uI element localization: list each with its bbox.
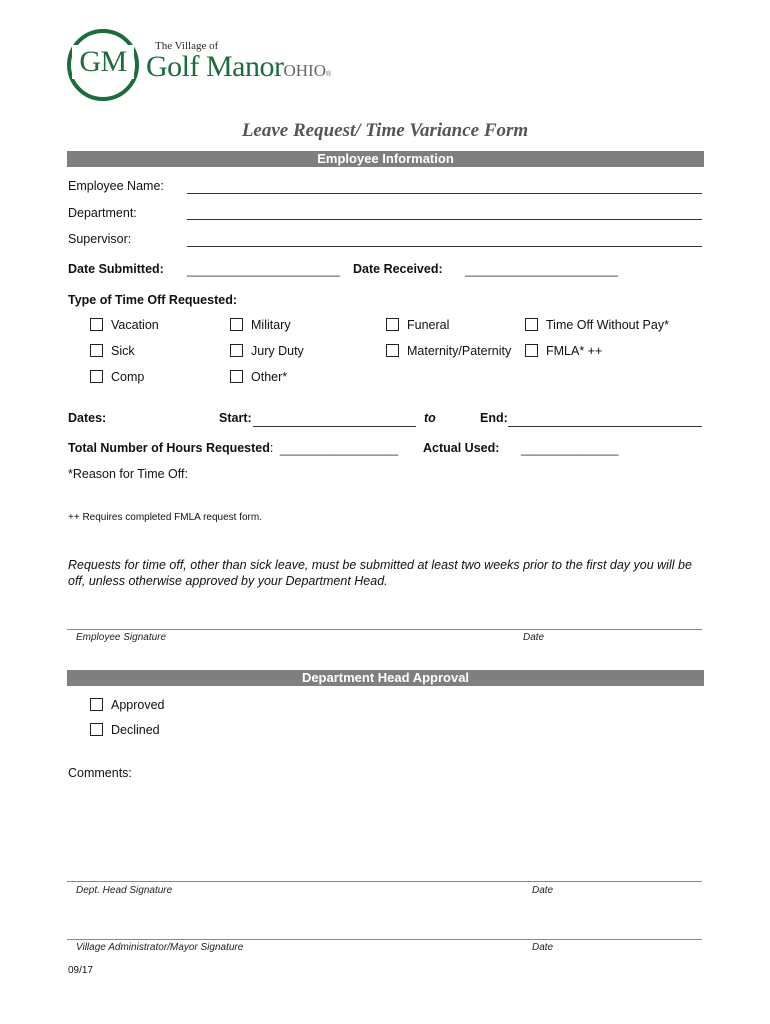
section-department-head-approval: Department Head Approval	[67, 670, 704, 686]
logo-wordmark	[146, 50, 331, 84]
section-employee-information: Employee Information	[67, 151, 704, 167]
option-military-label: Military	[251, 318, 291, 332]
option-vacation-label: Vacation	[111, 318, 159, 332]
employee-date-label: Date	[523, 632, 545, 643]
admin-signature-line[interactable]	[67, 939, 702, 940]
dept-head-signature-label: Dept. Head Signature	[76, 885, 173, 896]
checkbox-sick[interactable]	[90, 344, 103, 357]
department-label: Department:	[68, 206, 137, 220]
checkbox-time-off-without-pay[interactable]	[525, 318, 538, 331]
declined-label: Declined	[111, 723, 160, 737]
village-logo	[66, 28, 366, 104]
admin-signature-label: Village Administrator/Mayor Signature	[76, 942, 244, 953]
total-hours-field[interactable]: _________________	[280, 442, 399, 456]
employee-signature-line[interactable]	[67, 629, 702, 630]
fmla-note: ++ Requires completed FMLA request form.	[68, 512, 262, 523]
start-date-field[interactable]	[253, 426, 416, 427]
checkbox-approved[interactable]	[90, 698, 103, 711]
dates-label: Dates:	[68, 411, 107, 425]
option-funeral-label: Funeral	[407, 318, 450, 332]
date-submitted-label: Date Submitted:	[68, 262, 164, 276]
date-received-field[interactable]: ______________________	[465, 263, 618, 277]
option-comp-label: Comp	[111, 370, 145, 384]
reason-label: *Reason for Time Off:	[68, 467, 188, 481]
checkbox-comp[interactable]	[90, 370, 103, 383]
option-maternity-paternity-label: Maternity/Paternity	[407, 344, 512, 358]
logo-name: Golf Manor	[146, 50, 284, 83]
checkbox-funeral[interactable]	[386, 318, 399, 331]
checkbox-military[interactable]	[230, 318, 243, 331]
checkbox-other[interactable]	[230, 370, 243, 383]
option-other-label: Other*	[251, 370, 288, 384]
end-label: End:	[480, 411, 508, 425]
logo-monogram: GM	[72, 45, 134, 79]
checkbox-jury-duty[interactable]	[230, 344, 243, 357]
checkbox-fmla[interactable]	[525, 344, 538, 357]
admin-date-label: Date	[532, 942, 554, 953]
submission-notice: Requests for time off, other than sick leave, must be submitted at least two weeks prior to the first day you will be off, unless otherwise approved by your Department Head.	[68, 558, 692, 588]
total-hours-colon: :	[269, 441, 274, 455]
total-hours-label: Total Number of Hours Requested	[68, 441, 270, 455]
approved-label: Approved	[111, 698, 165, 712]
employee-signature-label: Employee Signature	[76, 632, 167, 643]
comments-label: Comments:	[68, 766, 132, 780]
revision-code: 09/17	[68, 965, 94, 976]
actual-used-field[interactable]: ______________	[521, 442, 619, 456]
option-fmla-label: FMLA* ++	[546, 344, 603, 358]
checkbox-declined[interactable]	[90, 723, 103, 736]
dept-head-date-label: Date	[532, 885, 554, 896]
actual-used-label: Actual Used:	[423, 441, 500, 455]
supervisor-field[interactable]	[187, 246, 702, 247]
to-label: to	[424, 411, 436, 425]
option-jury-duty-label: Jury Duty	[251, 344, 304, 358]
checkbox-vacation[interactable]	[90, 318, 103, 331]
date-submitted-field[interactable]: ______________________	[187, 263, 340, 277]
logo-reg: ®	[325, 71, 332, 78]
form-title: Leave Request/ Time Variance Form	[241, 120, 529, 141]
employee-name-label: Employee Name:	[68, 179, 164, 193]
option-time-off-without-pay-label: Time Off Without Pay*	[546, 318, 669, 332]
supervisor-label: Supervisor:	[68, 232, 132, 246]
total-hours-row	[68, 441, 273, 455]
logo-state: OHIO	[283, 61, 326, 80]
checkbox-maternity-paternity[interactable]	[386, 344, 399, 357]
department-field[interactable]	[187, 219, 702, 220]
time-off-heading: Type of Time Off Requested:	[68, 293, 238, 307]
start-label: Start:	[219, 411, 252, 425]
dept-head-signature-line[interactable]	[67, 881, 702, 882]
employee-name-field[interactable]	[187, 193, 702, 194]
end-date-field[interactable]	[508, 426, 702, 427]
logo-line1: The Village of	[155, 40, 219, 52]
option-sick-label: Sick	[111, 344, 135, 358]
date-received-label: Date Received:	[353, 262, 443, 276]
